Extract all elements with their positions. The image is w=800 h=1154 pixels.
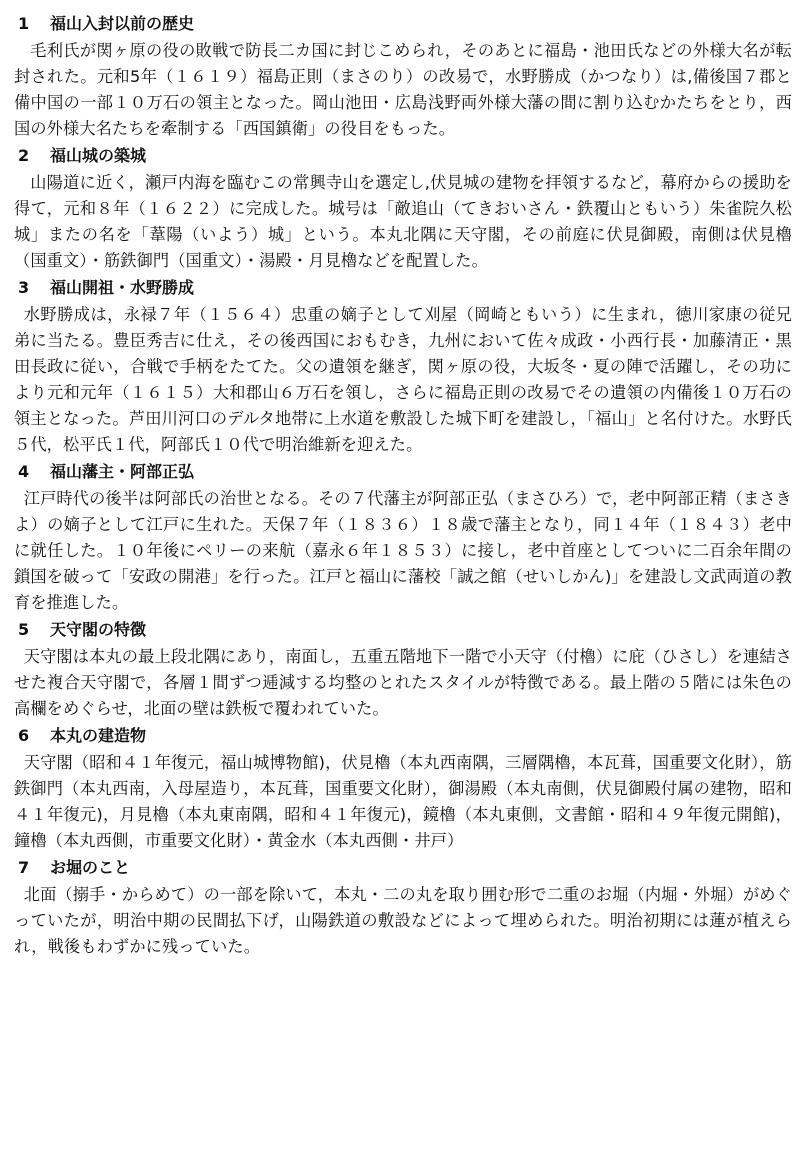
section-3 xyxy=(14,278,792,458)
section-heading xyxy=(14,726,792,748)
document-page xyxy=(14,14,792,964)
section-number: 6 xyxy=(18,726,30,745)
section-number: 7 xyxy=(18,858,30,877)
section-heading xyxy=(14,146,792,168)
section-heading xyxy=(14,278,792,300)
section-title: 福山城の築城 xyxy=(50,146,147,165)
section-7 xyxy=(14,858,792,960)
section-body: 江戸時代の後半は阿部氏の治世となる。その７代藩主が阿部正弘（まさひろ）で，老中阿部正精（まさきよ）の嫡子として江戸に生れた。天保７年（１８３６）１８歳で藩主となり，同１４年（１８４３）老中に就任した。１０年後にペリーの来航（嘉永６年１８５３）に接し，老中首座としてついに二百余年間の鎖国を破って「安政の開港」を行った。江戸と福山に藩校「誠之館（せいしかん)」を建設し文武両道の教育を推進した。 xyxy=(14,489,792,612)
section-title: 天守閣の特徴 xyxy=(50,620,147,639)
section-body: 天守閣は本丸の最上段北隅にあり，南面し，五重五階地下一階で小天守（付櫓）に庇（ひさし）を連結させた複合天守閣で，各層１間ずつ逓減する均整のとれたスタイルが特徴である。最上階の５階には朱色の高欄をめぐらせ，北面の壁は鉄板で覆われていた。 xyxy=(14,647,792,718)
section-title: 福山藩主・阿部正弘 xyxy=(50,462,195,481)
section-number: 1 xyxy=(18,14,30,33)
section-5 xyxy=(14,620,792,722)
section-body: 水野勝成は，永禄７年（１５６４）忠重の嫡子として刈屋（岡崎ともいう）に生まれ，徳川家康の従兄弟に当たる。豊臣秀吉に仕え，その後西国におもむき，九州において佐々成政・小西行長・加藤清正・黒田長政に従い，合戦で手柄をたてた。父の遺領を継ぎ，関ヶ原の役，大坂冬・夏の陣で活躍し，その功により元和元年（１６１５）大和郡山６万石を領し，さらに福島正則の改易でその遺領の内備後１０万石の領主となった。芦田川河口のデルタ地帯に上水道を敷設した城下町を建設し，「福山」と名付けた。水野氏５代，松平氏１代，阿部氏１０代で明治維新を迎えた。 xyxy=(14,305,792,454)
section-number: 5 xyxy=(18,620,30,639)
section-4 xyxy=(14,462,792,616)
section-body: 天守閣（昭和４１年復元，福山城博物館)，伏見櫓（本丸西南隅，三層隅櫓，本瓦葺，国重要文化財），筋鉄御門（本丸西南，入母屋造り，本瓦葺，国重要文化財），御湯殿（本丸南側，伏見御殿付属の建物，昭和４１年復元)，月見櫓（本丸東南隅，昭和４１年復元)，鏡櫓（本丸東側，文書館・昭和４９年復元開館)，鐘櫓（本丸西側，市重要文化財）・黄金水（本丸西側・井戸） xyxy=(14,753,792,850)
section-heading xyxy=(14,620,792,642)
section-1 xyxy=(14,14,792,142)
section-title: 福山開祖・水野勝成 xyxy=(50,278,195,297)
section-title: 福山入封以前の歴史 xyxy=(50,14,195,33)
section-body: 北面（搦手・からめて）の一部を除いて，本丸・二の丸を取り囲む形で二重のお堀（内堀・外堀）がめぐっていたが，明治中期の民間払下げ，山陽鉄道の敷設などによって埋められた。明治初期には蓮が植えられ，戦後もわずかに残っていた。 xyxy=(14,885,792,956)
section-number: 3 xyxy=(18,278,30,297)
section-6 xyxy=(14,726,792,854)
section-title: 本丸の建造物 xyxy=(50,726,147,745)
section-body: 毛利氏が関ヶ原の役の敗戦で防長二カ国に封じこめられ，そのあとに福島・池田氏などの外様大名が転封された。元和5年（１６１９）福島正則（まさのり）の改易で，水野勝成（かつなり）は,備後国７郡と備中国の一部１０万石の領主となった。岡山池田・広島浅野両外様大藩の間に割り込むかたちをとり，西国の外様大名たちを牽制する「西国鎮衛」の役目をもった。 xyxy=(14,41,792,138)
section-heading xyxy=(14,858,792,880)
section-body: 山陽道に近く，瀬戸内海を臨むこの常興寺山を選定し,伏見城の建物を拝領するなど，幕府からの援助を得て，元和８年（１６２２）に完成した。城号は「敵追山（てきおいさん・鉄覆山ともいう）朱雀院久松城」またの名を「葦陽（いよう）城」という。本丸北隅に天守閣，その前庭に伏見御殿，南側は伏見櫓（国重文）・筋鉄御門（国重文）・湯殿・月見櫓などを配置した。 xyxy=(14,173,792,270)
section-number: 4 xyxy=(18,462,30,481)
section-title: お堀のこと xyxy=(50,858,131,877)
section-heading xyxy=(14,462,792,484)
section-heading xyxy=(14,14,792,36)
section-number: 2 xyxy=(18,146,30,165)
section-2 xyxy=(14,146,792,274)
